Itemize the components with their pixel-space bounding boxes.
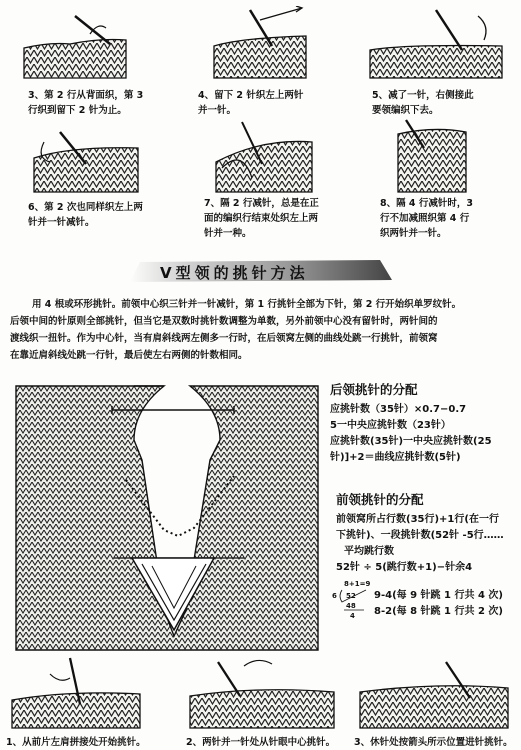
section-title: V型领的挑针方法 <box>160 264 309 282</box>
bottom-step-1-illustration <box>10 654 142 730</box>
step-6-illustration <box>30 118 142 194</box>
bottom-step-3-illustration <box>358 660 510 730</box>
step-7-illustration <box>212 118 316 194</box>
step-7-caption: 7、隔 2 行减针，总是在正 面的编织行结束处织左上两 针并一种。 <box>204 198 319 239</box>
step-4-illustration <box>210 6 310 80</box>
bottom-caption-3: 3、休针处按箭头所示位置进针挑针。 <box>354 737 513 748</box>
bottom-caption-2: 2、两针并一针处从针眼中心挑针。 <box>186 737 336 748</box>
step-4-caption: 4、留下 2 针织左上两针 并一针。 <box>198 90 304 116</box>
front-neck-section: 前领挑针的分配 前领窝所占行数(35行)+1行(在一行 下挑针)、一段挑针数(52针 -5行…… 平均跳行数 52针 ÷ 5(跳行数+1)−针余4 <box>336 490 520 576</box>
front-neck-results: 9-4(每 9 针跳 1 行共 4 次) 8-2(每 8 针跳 1 行共 2 次) <box>374 590 503 617</box>
back-neck-title: 后领挑针的分配 <box>330 382 418 397</box>
step-3-illustration <box>20 8 130 80</box>
back-neck-section: 后领挑针的分配 应挑针数（35针）×0.7−0.7 5一中央应挑针数（23针） 应挑针数(35针)一中央应挑针数(25 针)]+2＝曲线应挑针数(5针) <box>330 380 520 466</box>
step-5-caption: 5、减了一针，右侧接此 要领编织下去。 <box>372 90 474 116</box>
section-title-banner <box>130 258 392 284</box>
bottom-step-2-illustration <box>188 656 336 730</box>
step-8-caption: 8、隔 4 行减针时，3 行不加减照织第 4 行 织两针并一针。 <box>380 198 473 239</box>
step-8-illustration <box>394 118 470 194</box>
long-division: 8+1=9 6 52 48 4 <box>332 580 371 620</box>
step-5-illustration <box>366 6 504 80</box>
v-neck-diagram <box>14 380 320 652</box>
step-3-caption: 3、第 2 行从背面织，第 3 行织到留下 2 针为止。 <box>28 90 144 116</box>
bottom-caption-1: 1、从前片左肩拼接处开始挑针。 <box>6 737 146 748</box>
intro-paragraph: 用 4 根或环形挑针。前领中心织三针并一针减针，第 1 行挑针全部为下针，第 2 行开始织单罗纹针。 后领中间的针原则全部挑针，但当它是双数时挑针数调整为单数，另外前领中心没有留针时，两针间的 渡线织一扭针。作为中心针，当有肩斜线两左侧多一行时，在后领窝左侧的曲线处跳一行挑针，前领窝 在靠近肩斜线处跳一行针，最后使左右两侧的针数相同。 <box>10 299 462 361</box>
front-neck-title: 前领挑针的分配 <box>336 492 424 507</box>
step-6-caption: 6、第 2 次也同样织左上两 针并一针减针。 <box>28 202 143 228</box>
